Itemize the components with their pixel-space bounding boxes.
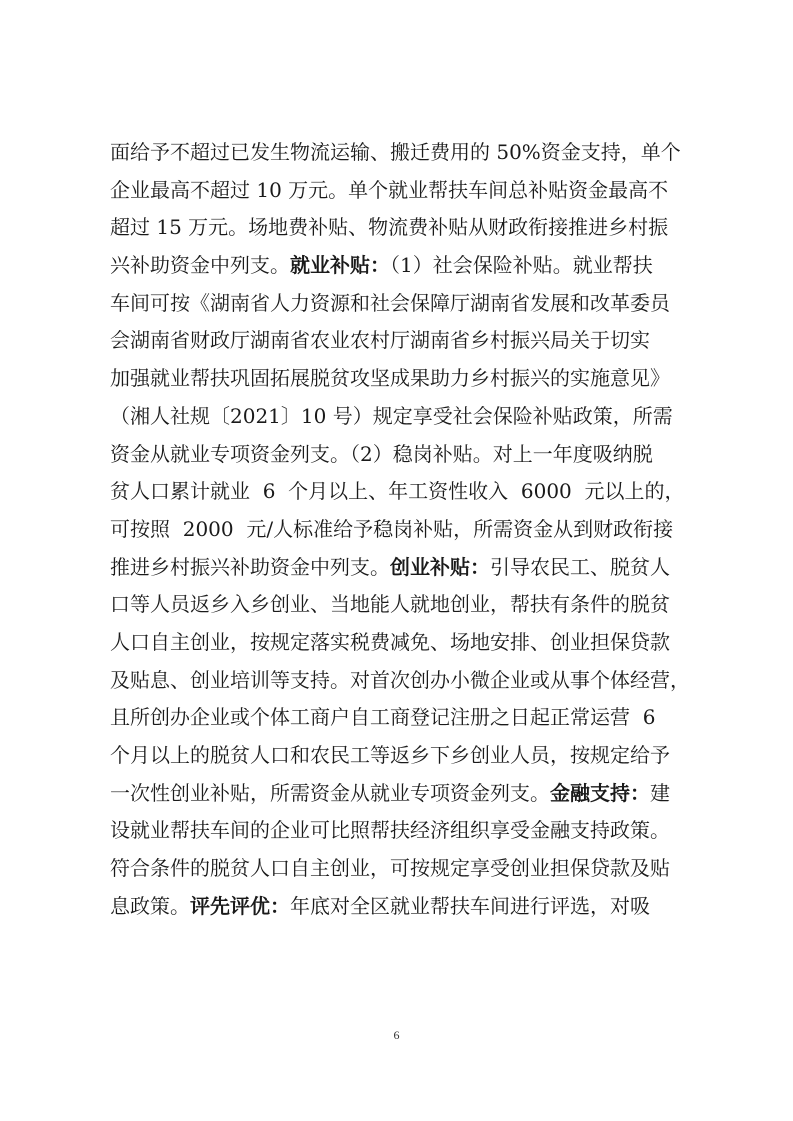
- body-text-segment: （1）社会保险补贴。就业帮扶: [390, 253, 653, 278]
- text-line: [110, 285, 690, 323]
- body-text-segment: 建: [650, 780, 670, 805]
- body-text-segment: 人口自主创业，按规定落实税费减免、场地安排、创业担保贷款: [110, 629, 670, 654]
- body-text-segment: （湘人社规〔2021〕10 号）规定享受社会保险补贴政策，所需: [110, 403, 673, 428]
- bold-heading-text: 金融支持：: [550, 780, 650, 805]
- body-text-segment: 一次性创业补贴，所需资金从就业专项资金列支。: [110, 780, 550, 805]
- body-text-segment: 推进乡村振兴补助资金中列支。: [110, 554, 390, 579]
- text-line: [110, 511, 690, 549]
- body-text-segment: 息政策。: [110, 893, 190, 918]
- text-line: [110, 247, 690, 285]
- text-line: [110, 172, 690, 210]
- text-line: [110, 888, 690, 926]
- body-text-segment: 符合条件的脱贫人口自主创业，可按规定享受创业担保贷款及贴: [110, 856, 670, 881]
- body-text-segment: 贫人口累计就业 6 个月以上、年工资性收入 6000 元以上的，: [110, 479, 685, 504]
- text-line: [110, 398, 690, 436]
- body-text-segment: 年底对全区就业帮扶车间进行评选，对吸: [290, 893, 650, 918]
- text-line: [110, 586, 690, 624]
- text-line: [110, 209, 690, 247]
- bold-heading-text: 评先评优：: [190, 893, 290, 918]
- text-line: [110, 624, 690, 662]
- body-text-segment: 且所创办企业或个体工商户自工商登记注册之日起正常运营 6: [110, 705, 656, 730]
- body-text-segment: 设就业帮扶车间的企业可比照帮扶经济组织享受金融支持政策。: [110, 818, 670, 843]
- text-line: [110, 473, 690, 511]
- body-text-segment: 个月以上的脱贫人口和农民工等返乡下乡创业人员，按规定给予: [110, 743, 670, 767]
- body-text-segment: 资金从就业专项资金列支。（2）稳岗补贴。对上一年度吸纳脱: [110, 441, 653, 466]
- text-line: [110, 134, 690, 172]
- text-line: [110, 662, 690, 700]
- bold-heading-text: 就业补贴：: [290, 253, 390, 278]
- body-text-segment: 企业最高不超过 10 万元。单个就业帮扶车间总补贴资金最高不: [110, 177, 669, 202]
- text-line: [110, 436, 690, 474]
- text-line: [110, 737, 690, 775]
- page-number: 6: [393, 1028, 400, 1042]
- body-text-segment: 面给予不超过已发生物流运输、搬迁费用的 50%资金支持，单个: [110, 140, 681, 164]
- body-text-segment: 车间可按《湖南省人力资源和社会保障厅湖南省发展和改革委员: [110, 290, 670, 315]
- bold-heading-text: 创业补贴：: [390, 554, 490, 579]
- body-text-segment: 会湖南省财政厅湖南省农业农村厅湖南省乡村振兴局关于切实: [110, 328, 650, 353]
- body-text-segment: 加强就业帮扶巩固拓展脱贫攻坚成果助力乡村振兴的实施意见》: [110, 366, 670, 391]
- text-line: [110, 699, 690, 737]
- body-text-segment: 可按照 2000 元/人标准给予稳岗补贴，所需资金从到财政衔接: [110, 516, 674, 541]
- body-text-segment: 及贴息、创业培训等支持。对首次创办小微企业或从事个体经营，: [110, 667, 690, 692]
- body-text-segment: 口等人员返乡入乡创业、当地能人就地创业，帮扶有条件的脱贫: [110, 592, 670, 617]
- text-line: [110, 360, 690, 398]
- text-line: [110, 322, 690, 360]
- text-line: [110, 775, 690, 813]
- body-text-segment: 超过 15 万元。场地费补贴、物流费补贴从财政衔接推进乡村振: [110, 215, 669, 240]
- body-text-segment: 引导农民工、脱贫人: [490, 554, 670, 579]
- text-line: [110, 549, 690, 587]
- body-text: [110, 134, 690, 925]
- body-text-segment: 兴补助资金中列支。: [110, 253, 290, 278]
- text-line: [110, 812, 690, 850]
- text-line: [110, 850, 690, 888]
